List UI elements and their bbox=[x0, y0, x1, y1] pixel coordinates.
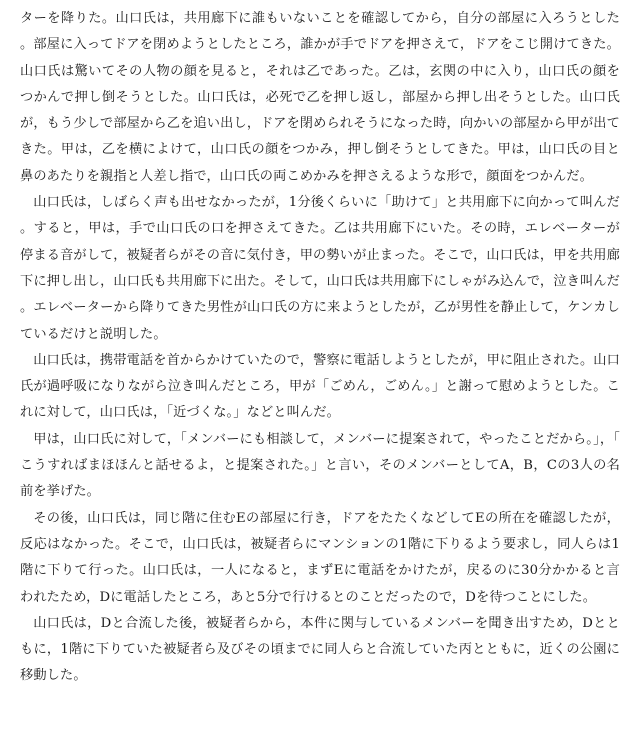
document-page bbox=[20, 6, 620, 690]
paragraph-5: その後，山口氏は，同じ階に住むEの部屋に行き，ドアをたたくなどしてEの所在を確認したが，反応はなかった。そこで，山口氏は，被疑者らにマンションの1階に下りるよう要求し，同人らは1階に下りて行った。山口氏は，一人になると，まずEに電話をかけたが，戻るのに30分かかると言われたため，Dに電話したところ，あと5分で行けるとのことだったので，Dを待つことにした。 bbox=[20, 510, 620, 605]
paragraph-4: 甲は，山口氏に対して，「メンバーにも相談して，メンバーに提案されて，やったことだから。」，「こうすればまほほんと話せるよ，と提案された。」と言い，そのメンバーとしてA，B，Cの3人の名前を挙げた。 bbox=[20, 431, 620, 500]
paragraph-6: 山口氏は，Dと合流した後，被疑者らから，本件に関与しているメンバーを聞き出すため，Dとともに，1階に下りていた被疑者ら及びその頃までに同人らと合流していた丙とともに，近くの公園に移動した。 bbox=[20, 615, 620, 684]
paragraph-1: ターを降りた。山口氏は，共用廊下に誰もいないことを確認してから，自分の部屋に入ろうとした。部屋に入ってドアを閉めようとしたところ，誰かが手でドアを押さえて，ドアをこじ開けてきた。山口氏は驚いてその人物の顔を見ると，それは乙であった。乙は，玄関の中に入り，山口氏の顔をつかんで押し倒そうとした。山口氏は，必死で乙を押し返し，部屋から押し出そうとした。山口氏が，もう少しで部屋から乙を追い出し，ドアを閉められそうになった時，向かいの部屋から甲が出てきた。甲は，乙を横によけて，山口氏の顔をつかみ，押し倒そうとしてきた。甲は，山口氏の目と鼻のあたりを親指と人差し指で，山口氏の両こめかみを押さえるような形で，顔面をつかんだ。 bbox=[20, 11, 620, 184]
paragraph-3: 山口氏は，携帯電話を首からかけていたので，警察に電話しようとしたが，甲に阻止された。山口氏が過呼吸になりながら泣き叫んだところ，甲が「ごめん，ごめん。」と謝って慰めようとした。これに対して，山口氏は，「近づくな。」などと叫んだ。 bbox=[20, 352, 620, 421]
paragraph-2: 山口氏は，しばらく声も出せなかったが，1分後くらいに「助けて」と共用廊下に向かって叫んだ。すると，甲は，手で山口氏の口を押さえてきた。乙は共用廊下にいた。その時，エレベーターが停まる音がして，被疑者らがその音に気付き，甲の勢いが止まった。そこで，山口氏は，甲を共用廊下に押し出し，山口氏も共用廊下に出た。そして，山口氏は共用廊下にしゃがみ込んで，泣き叫んだ。エレベーターから降りてきた男性が山口氏の方に来ようとしたが，乙が男性を静止して，ケンカしているだけと説明した。 bbox=[20, 195, 620, 342]
